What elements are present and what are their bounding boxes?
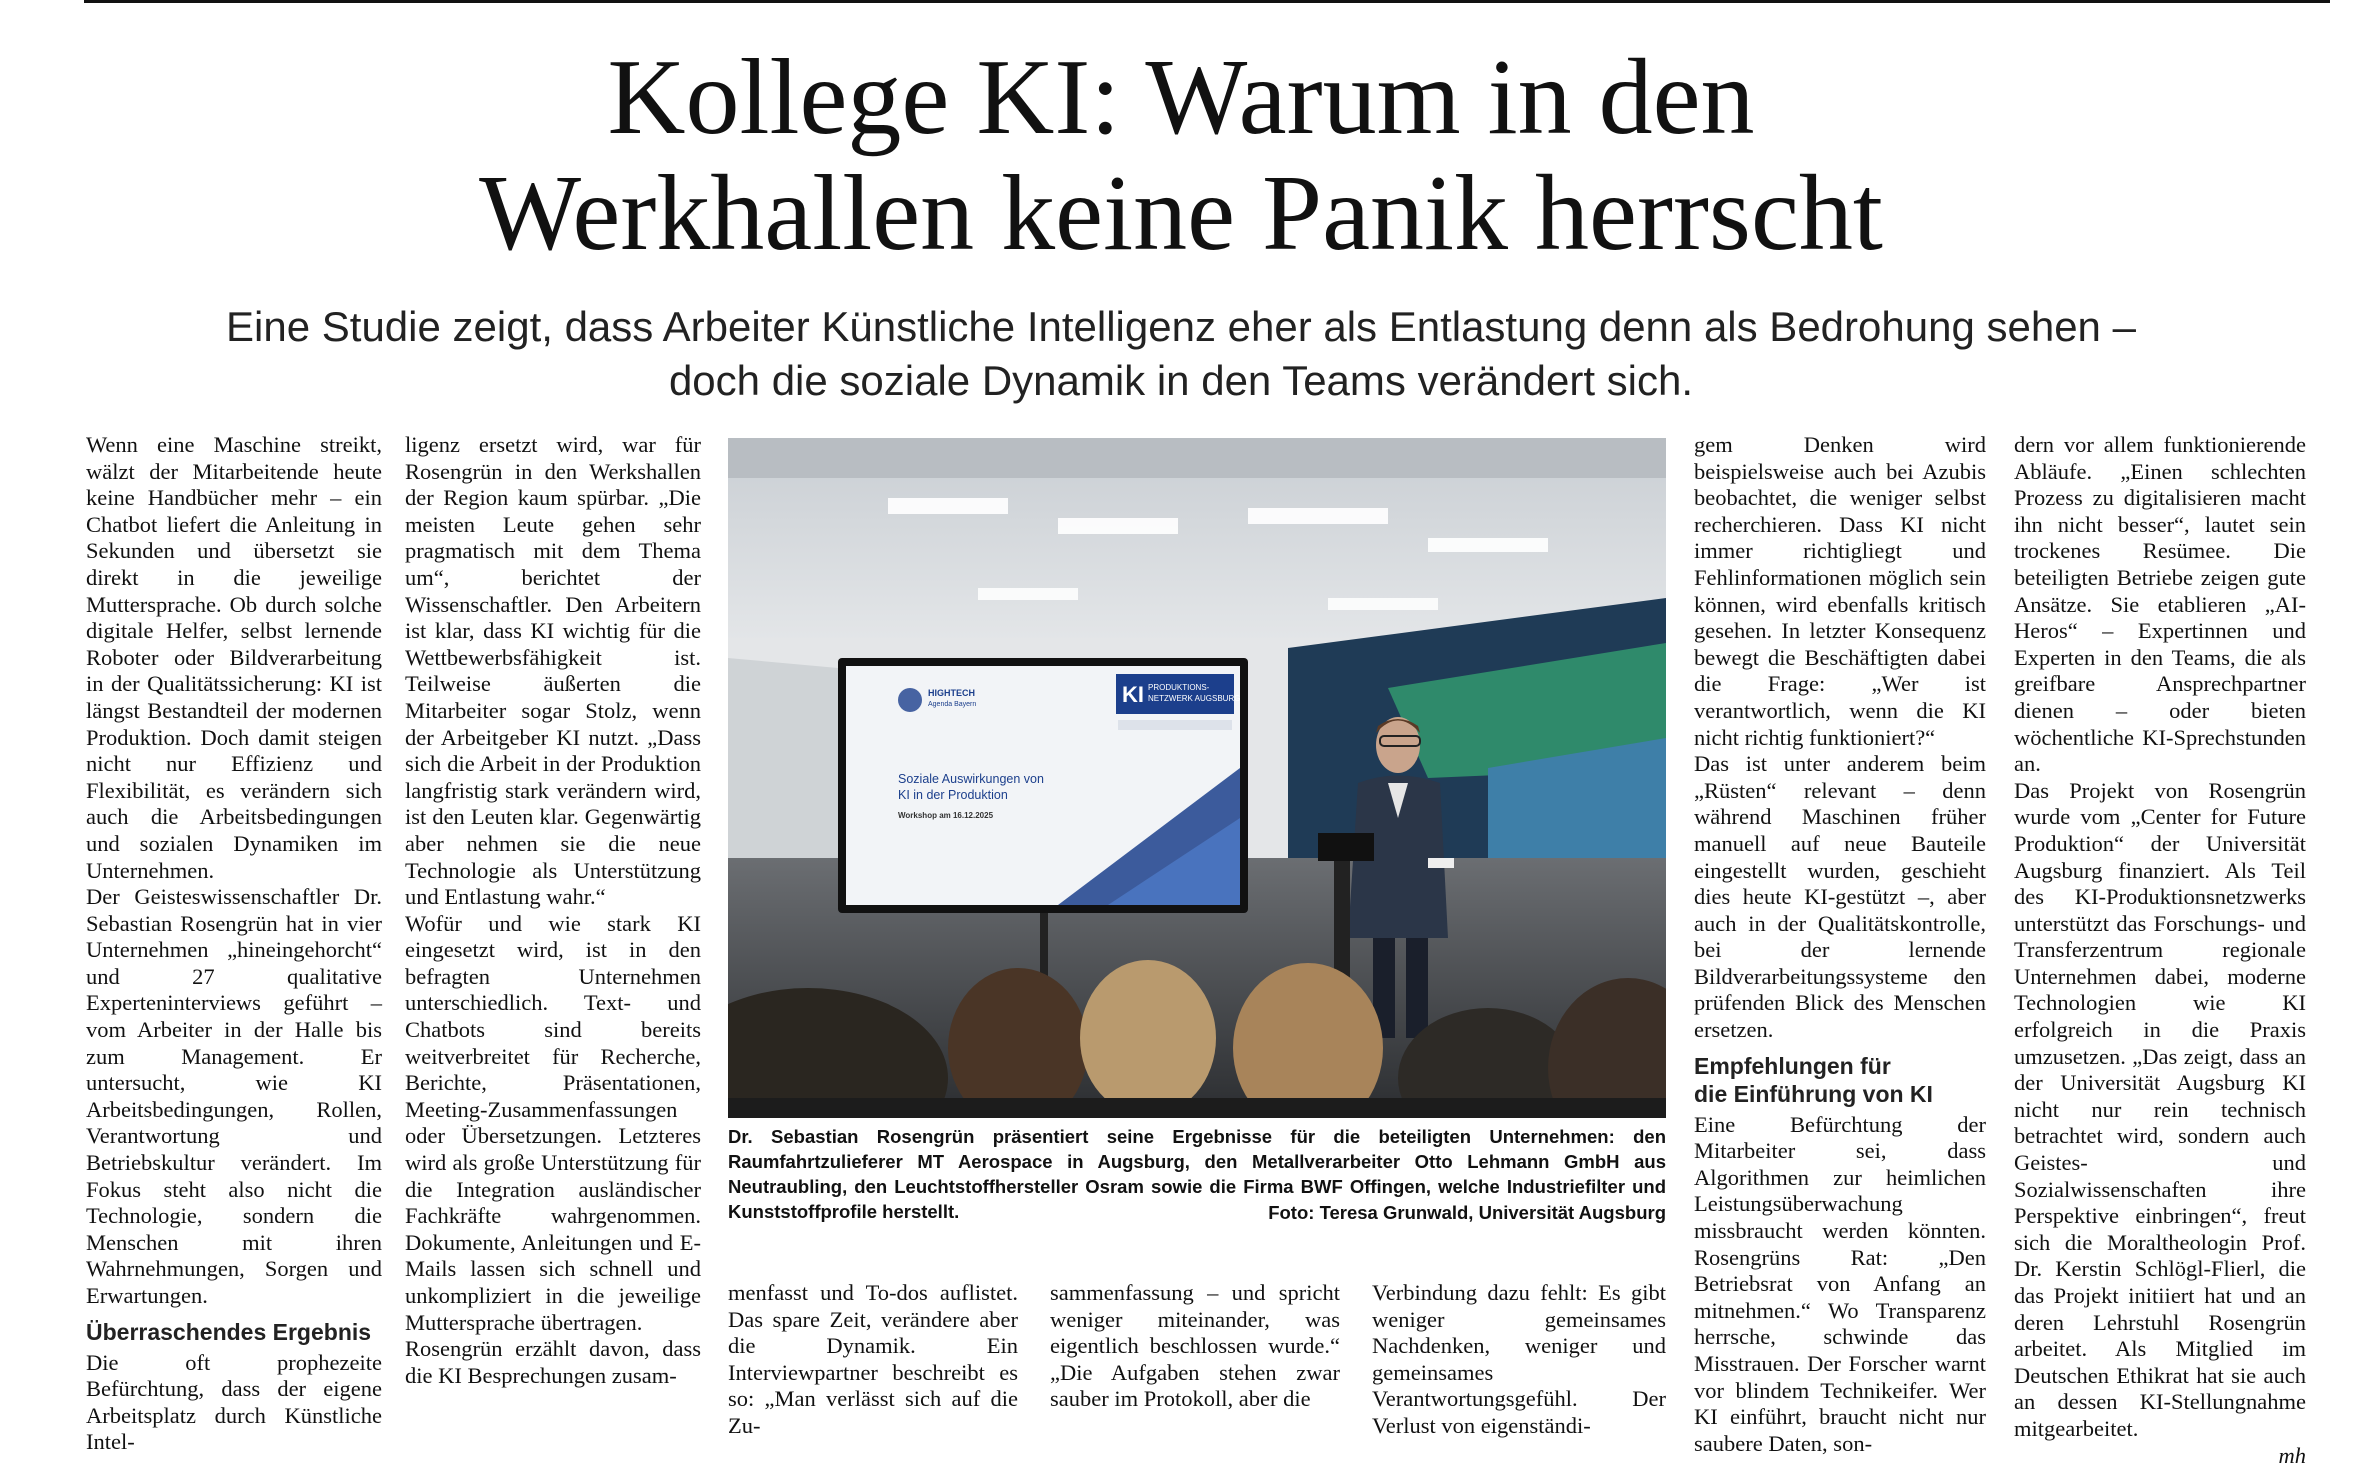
paragraph: gem Denken wird beispielsweise auch bei Azubis beobachtet, die weniger selbst recherchieren. Dass KI nicht immer richtigliegt und Fehlinformationen möglich sein können, wird ebenfalls kritisch gesehen. In letzter Konsequenz bewegt die Beschäftigten dabei die Frage: „Wer ist verantwortlich, wenn die KI nicht richtig funktioniert?“ [1694,432,1986,750]
paragraph: dern vor allem funktionierende Abläufe. „Einen schlechten Prozess zu digitalisieren macht ihn nicht besser“, lautet sein trockenes Resümee. Die beteiligten Betriebe zeigen gute Ansätze. Sie etablieren „AI-Heros“ – Expertinnen und Experten in den Teams, die als greifbare Ansprechpartner dienen – oder bieten wöchentliche KI-Sprechstunden an. [2014,432,2306,777]
slide-title-line2: KI in der Produktion [898,788,1008,802]
section-heading-line-1: Empfehlungen für [1694,1052,1891,1079]
subhead-line-1: Eine Studie zeigt, dass Arbeiter Künstliche Intelligenz eher als Entlastung denn als Bedrohung sehen – [226,303,2136,350]
paragraph: Wofür und wie stark KI eingesetzt wird, ist in den befragten Unternehmen unterschiedlich. Text- und Chatbots sind bereits weitverbreitet für Recherche, Berichte, Präsentationen, Meeting-Zusammenfassungen oder Übersetzungen. Letzteres wird als große Unterstützung für die Integration ausländischer Fachkräfte wahrgenommen. Dokumente, Anleitungen und E-Mails lassen sich schnell und unkompliziert in die jeweilige Muttersprache übertragen. [405,910,701,1335]
section-heading [1694,1052,1986,1108]
article-column-2 [405,432,701,1422]
subheadline [0,300,2362,408]
paragraph: Rosengrün erzählt davon, dass die KI Besprechungen zusam- [405,1336,701,1388]
paragraph: Der Geisteswissenschaftler Dr. Sebastian Rosengrün hat in vier Unternehmen „hineingehorcht“ und 27 qualitative Experteninterviews geführt – vom Arbeiter in der Halle bis zum Management. Er untersucht, wie KI Arbeitsbedingungen, Rollen, Verantwortung und Betriebskultur verändert. Im Fokus steht also nicht die Technologie, sondern die Menschen mit ihren Wahrnehmungen, Sorgen und Erwartungen. [86,884,382,1308]
slide-date: Workshop am 16.12.2025 [898,811,994,820]
paragraph: Eine Befürchtung der Mitarbeiter sei, dass Algorithmen zur heimlichen Leistungsüberwachung missbraucht werden könnten. Rosengrüns Rat: „Den Betriebsrat von Anfang an mitnehmen.“ Wo Transparenz herrsche, schwinde das Misstrauen. Der Forscher warnt vor blindem Technikeifer. Wer KI einführt, braucht nicht nur saubere Daten, son- [1694,1111,1986,1456]
paragraph: ligenz ersetzt wird, war für Rosengrün in den Werkshallen der Region kaum spürbar. „Die meisten Leute gehen sehr pragmatisch mit dem Thema um“, berichtet der Wissenschaftler. Den Arbeitern ist klar, dass KI wichtig für die Wettbewerbsfähigkeit ist. Teilweise äußerten die Mitarbeiter sogar Stolz, wenn der Arbeitgeber KI nutzt. „Dass sich die Arbeit in der Produktion langfristig stark verändern wird, ist den Leuten klar. Gegenwärtig aber nehmen sie die neue Technologie als Unterstützung und Entlastung wahr.“ [405,432,701,910]
article-column-6 [1694,432,1986,1456]
top-rule [84,0,2330,3]
photo-illustration [728,438,1666,1118]
section-heading: Überraschendes Ergebnis [86,1318,372,1345]
article-photo [728,438,1666,1118]
paragraph: Die oft prophezeite Befürchtung, dass der eigene Arbeitsplatz durch Künstliche Intel- [86,1349,382,1455]
slide-logo-ki: KI [1122,682,1144,707]
photo-credit: Foto: Teresa Grunwald, Universität Augsburg [1268,1202,1666,1223]
slide-logo-right-line1: PRODUKTIONS- [1148,683,1210,692]
slide-logo-right-line2: NETZWERK AUGSBURG [1148,694,1241,703]
paragraph: Wenn eine Maschine streikt, wälzt der Mitarbeitende heute keine Handbücher mehr – ein Chatbot liefert die Anleitung in Sekunden und übersetzt sie direkt in die jeweilige Muttersprache. Ob durch solche digitale Helfer, selbst lernende Roboter oder Bildverarbeitung in der Qualitätssicherung: KI ist längst Bestandteil der modernen Produktion. Doch damit steigen nicht nur Effizienz und Flexibilität, es verändern sich auch die Arbeitsbedingungen und sozialen Dynamiken im Unternehmen. [86,432,382,883]
slide-logo-left: HIGHTECH [928,688,975,698]
paragraph: Verbindung dazu fehlt: Es gibt weniger gemeinsames Nachdenken, weniger und gemeinsames Verantwortungsgefühl. Der Verlust von eigenständi- [1372,1280,1666,1438]
subhead-line-2: doch die soziale Dynamik in den Teams verändert sich. [668,357,1694,404]
paragraph: Das Projekt von Rosengrün wurde vom „Center for Future Produktion“ der Universität Augsburg finanziert. Als Teil des KI-Produktionsnetzwerks unterstützt das Forschungs- und Transferzentrum regionale Unternehmen dabei, moderne Technologien wie KI erfolgreich in die Praxis umzusetzen. „Das zeigt, dass an der Universität Augsburg KI nicht nur rein technisch betrachtet wird, sondern auch Geistes- und Sozialwissenschaften ihre Perspektive einbringen“, freut sich die Moraltheologin Prof. Dr. Kerstin Schlögl-Flierl, die das Projekt initiiert hat und an deren Lehrstuhl Rosengrün arbeitet. Als Mitglied im Deutschen Ethikrat hat sie auch an dessen KI-Stellungnahme mitgearbeitet. [2014,777,2306,1441]
slide-title-line1: Soziale Auswirkungen von [898,772,1044,786]
paragraph: sammenfassung – und spricht weniger miteinander, was eigentlich beschlossen wurde.“ „Die Aufgaben stehen zwar sauber im Protokoll, aber die [1050,1280,1340,1412]
section-heading-line-2: die Einführung von KI [1694,1080,1933,1107]
article-column-7 [2014,432,2306,1468]
article-column-3 [728,1280,1018,1438]
article-column-4 [1050,1280,1340,1422]
headline-line-1: Kollege KI: Warum in den [607,38,1755,157]
author-signature: mh [2278,1442,2306,1468]
article-column-5 [1372,1280,1666,1438]
photo-caption: Dr. Sebastian Rosengrün präsentiert seine Ergebnisse für die beteiligten Unternehmen: den Raumfahrtzulieferer MT Aerospace in Augsburg, den Metallverarbeiter Otto Lehmann GmbH aus Neutraubling, den Leuchtstoffhersteller Osram sowie die Firma BWF Offingen, welche Industriefilter und Kunststoffprofile herstellt. [728,1126,1666,1222]
headline [0,40,2362,272]
paragraph: menfasst und To-dos auflistet. Das spare Zeit, verändere aber die Dynamik. Ein Interviewpartner beschreibt es so: „Man verlässt sich auf die Zu- [728,1280,1018,1438]
paragraph: Das ist unter anderem beim „Rüsten“ relevant – denn während Maschinen früher manuell auf neue Bauteile eingestellt wurden, geschieht dies heute KI-gestützt –, aber auch in der Qualitätskontrolle, bei der lernende Bildverarbeitungssysteme den prüfenden Blick des Menschen ersetzen. [1694,751,1986,1043]
slide-logo-left-sub: Agenda Bayern [928,701,977,708]
article-column-1 [86,432,382,1455]
headline-line-2: Werkhallen keine Panik herrscht [479,154,1883,273]
